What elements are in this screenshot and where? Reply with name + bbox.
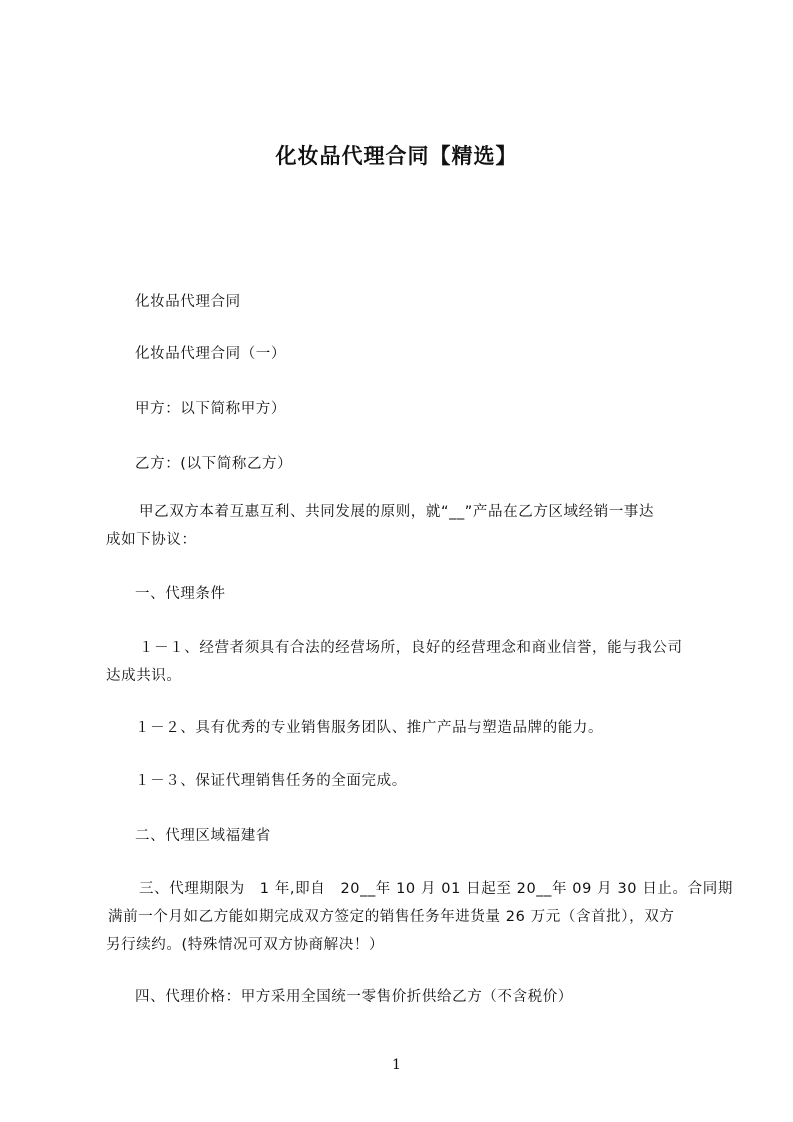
paragraph-line: 甲方：以下简称甲方） [135, 401, 286, 417]
paragraph-line: 成如下协议： [106, 532, 197, 548]
preamble-paragraph [106, 498, 712, 554]
paragraph-line: 化妆品代理合同 [135, 294, 241, 310]
section-heading-4 [106, 983, 741, 1011]
paragraph-heading [106, 288, 741, 316]
party-b-line [106, 450, 741, 478]
paragraph-line: 一、代理条件 [135, 586, 226, 602]
paragraph-line: １－３、保证代理销售任务的全面完成。 [135, 773, 407, 789]
section-heading-2 [106, 822, 741, 850]
paragraph-line: 化妆品代理合同（一） [135, 346, 286, 362]
paragraph-line: 乙方：(以下简称乙方） [135, 456, 293, 472]
paragraph-line: 满前一个月如乙方能如期完成双方签定的销售任务年进货量 26 万元（含首批），双方 [108, 909, 675, 925]
paragraph-line: 甲乙双方本着互惠互利、共同发展的原则，就“__”产品在乙方区域经销一事达 [139, 504, 655, 520]
paragraph-subheading [106, 340, 741, 368]
section-heading-1 [106, 580, 741, 608]
paragraph-line: １－１、经营者须具有合法的经营场所，良好的经营理念和商业信誉，能与我公司 [139, 640, 683, 656]
paragraph-line: 二、代理区域福建省 [135, 828, 271, 844]
clause-1-1 [106, 634, 712, 690]
paragraph-line: 三、代理期限为 1 年,即自 20__年 10 月 01 日起至 20__年 09 月 30 日止。合同期 [139, 881, 733, 897]
clause-1-3 [106, 767, 741, 795]
page-number: 1 [392, 1057, 401, 1073]
party-a-line [106, 395, 741, 423]
paragraph-line: 达成共识。 [106, 668, 182, 684]
clause-1-2 [106, 714, 741, 742]
paragraph-line: １－２、具有优秀的专业销售服务团队、推广产品与塑造品牌的能力。 [135, 720, 604, 736]
paragraph-line: 另行续约。(特殊情况可双方协商解决！） [106, 937, 385, 953]
section-3-term [106, 875, 733, 959]
paragraph-line: 四、代理价格：甲方采用全国统一零售价折供给乙方（不含税价） [135, 989, 573, 1005]
document-title: 化妆品代理合同【精选】 [275, 144, 518, 168]
